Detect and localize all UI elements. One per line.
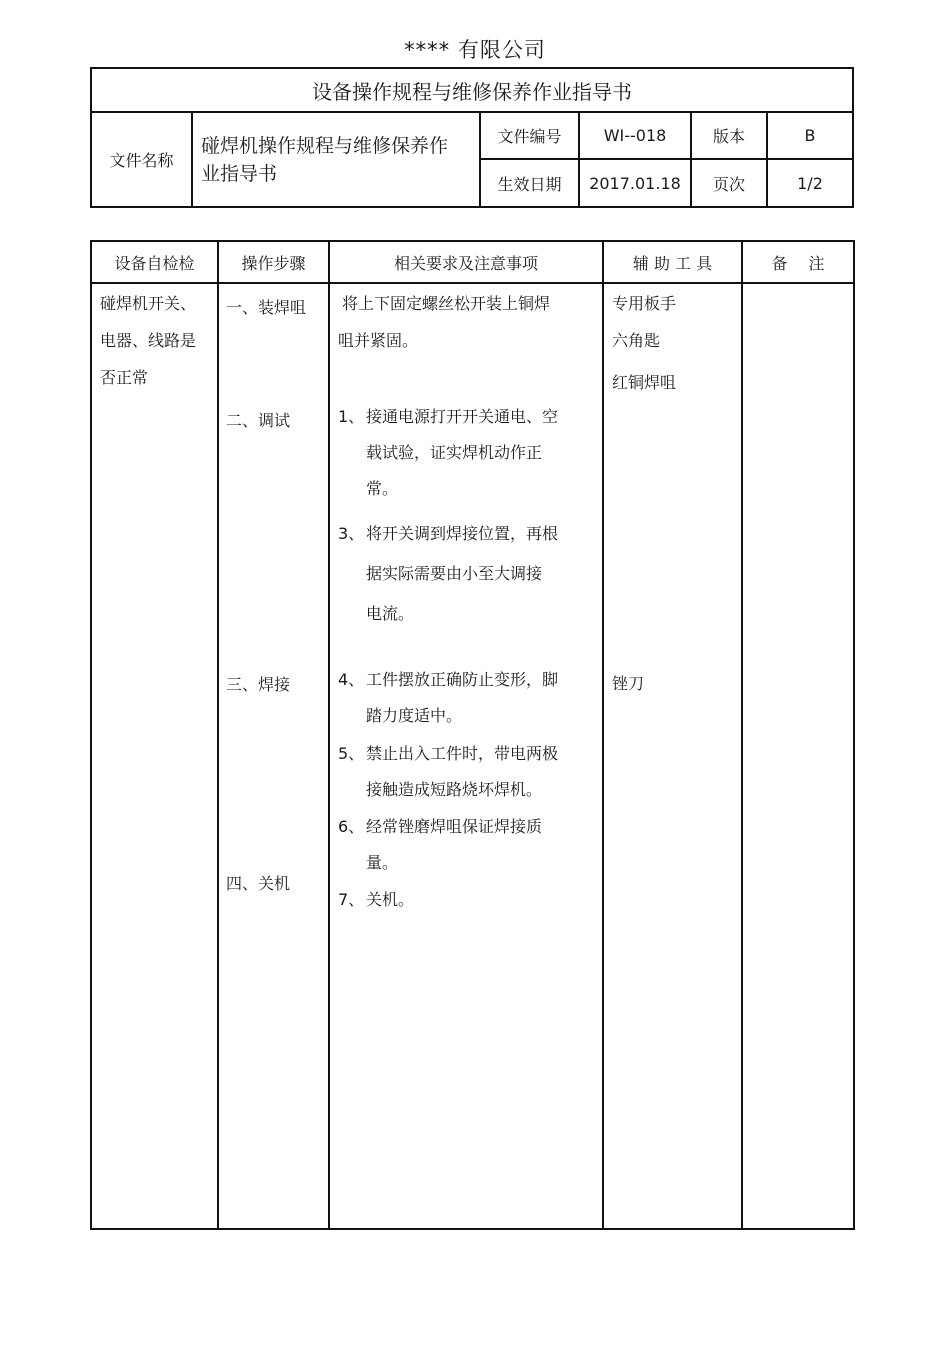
file-name-value: 碰焊机操作规程与维修保养作业指导书 — [201, 134, 449, 185]
requirement-number: 3、 — [338, 524, 365, 543]
file-name-label: 文件名称 — [109, 151, 174, 170]
requirement-text: 接通电源打开开关通电、空 载试验，证实焊机动作正 常。 — [366, 407, 559, 498]
self-check-line: 否正常 — [100, 368, 149, 387]
column-header-self-check: 设备自检检 — [114, 253, 195, 273]
divider — [602, 242, 604, 1228]
company-name: **** 有限公司 — [404, 38, 546, 62]
requirement-item — [338, 736, 588, 808]
step-shutdown: 四、关机 — [226, 874, 291, 893]
doc-no-value: WI--018 — [603, 126, 667, 145]
step-install: 一、装焊咀 — [226, 298, 307, 317]
page-value: 1/2 — [797, 173, 823, 193]
self-check-line: 电器、线路是 — [100, 331, 197, 350]
tool-copper-tip: 红铜焊咀 — [612, 373, 677, 392]
requirement-number: 1、 — [338, 407, 365, 426]
version-value: B — [804, 126, 816, 145]
requirement-number: 6、 — [338, 817, 365, 836]
operation-table — [90, 240, 855, 1230]
step-debug: 二、调试 — [226, 411, 291, 430]
divider — [328, 242, 330, 1228]
requirement-number: 5、 — [338, 744, 365, 763]
requirement-text: 工件摆放正确防止变形，脚 踏力度适中。 — [366, 670, 559, 725]
column-header-steps: 操作步骤 — [241, 253, 306, 273]
column-header-remarks: 备 注 — [771, 253, 825, 273]
requirement-number: 4、 — [338, 670, 365, 689]
effective-date-value: 2017.01.18 — [589, 173, 681, 193]
page-label: 页次 — [712, 174, 745, 194]
document-header-table — [90, 67, 854, 208]
column-header-tools: 辅 助 工 具 — [632, 253, 713, 273]
tool-file: 锉刀 — [612, 674, 645, 693]
doc-no-label: 文件编号 — [497, 127, 562, 146]
effective-date-label: 生效日期 — [497, 174, 562, 194]
requirement-item — [338, 514, 588, 634]
requirement-intro-line: 将上下固定螺丝松开装上铜焊 — [342, 294, 551, 313]
requirement-number: 7、 — [338, 890, 365, 909]
divider — [217, 242, 219, 1228]
requirement-text: 将开关调到焊接位置，再根 据实际需要由小至大调接 电流。 — [366, 524, 559, 623]
step-weld: 三、焊接 — [226, 675, 291, 694]
requirement-text: 关机。 — [366, 890, 415, 909]
requirement-intro-line: 咀并紧固。 — [338, 331, 419, 350]
column-header-requirements: 相关要求及注意事项 — [393, 253, 538, 273]
tool-wrench: 专用板手 — [612, 294, 677, 313]
self-check-line: 碰焊机开关、 — [100, 294, 197, 313]
requirement-text: 禁止出入工件时，带电两极 接触造成短路烧坏焊机。 — [366, 744, 559, 799]
divider — [741, 242, 743, 1228]
requirement-text: 经常锉磨焊咀保证焊接质 量。 — [366, 817, 543, 872]
requirement-item — [338, 882, 588, 918]
tool-hex-key: 六角匙 — [612, 331, 661, 350]
version-label: 版本 — [712, 127, 745, 146]
requirement-item — [338, 399, 588, 507]
requirement-item — [338, 809, 588, 881]
requirement-item — [338, 662, 588, 734]
document-title: 设备操作规程与维修保养作业指导书 — [312, 79, 632, 104]
divider — [92, 282, 853, 284]
